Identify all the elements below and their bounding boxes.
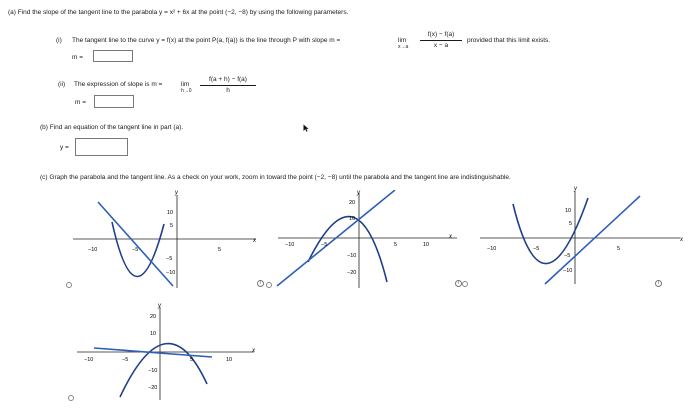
tick-label: −5	[132, 247, 139, 253]
tick-label: −20	[148, 385, 158, 391]
tick-label: 5	[170, 223, 174, 229]
part-i-lim: lim	[398, 37, 407, 44]
part-i-numerator: f(x) − f(a)	[427, 31, 455, 38]
graph-option-2-radio[interactable]	[266, 282, 272, 288]
tick-label: 5	[617, 246, 621, 252]
tick-label: −10	[563, 268, 573, 274]
tick-label: −5	[564, 253, 571, 259]
part-ii-text: The expression of slope is m =	[74, 81, 163, 88]
part-ii-answer-input[interactable]	[94, 95, 134, 108]
graph-option-3	[475, 186, 690, 286]
y-axis-label: y	[175, 190, 178, 196]
graph-option-4-radio[interactable]	[68, 395, 74, 401]
part-i-m-label: m =	[72, 54, 84, 61]
part-ii-denominator: h	[226, 87, 230, 94]
part-ii-fraction-bar	[200, 85, 256, 86]
part-b-answer-input[interactable]	[75, 138, 128, 156]
part-i-tail: provided that this limit exists.	[467, 37, 551, 44]
tick-label: −5	[122, 357, 129, 363]
info-icon[interactable]: i	[455, 280, 462, 287]
tick-label: −5	[533, 246, 540, 252]
tick-label: 20	[150, 314, 157, 320]
tick-label: 10	[423, 242, 430, 248]
part-i-answer-input[interactable]	[93, 50, 133, 62]
part-a-prompt: (a) Find the slope of the tangent line to the parabola y = x² + 6x at the point (−2, −8) by using the following parameters.	[8, 9, 349, 16]
graph-option-1-radio[interactable]	[66, 282, 72, 288]
tick-label: −10	[166, 270, 176, 276]
tick-label: −10	[487, 246, 497, 252]
part-b-y-label: y =	[60, 144, 69, 151]
part-ii-m-label: m =	[75, 99, 87, 106]
part-ii-lim-sub: h→0	[181, 88, 192, 94]
graph-option-2	[273, 190, 473, 290]
part-ii-numerator: f(a + h) − f(a)	[209, 76, 247, 83]
part-i-denominator: x − a	[433, 42, 449, 49]
part-i-fraction-bar	[420, 40, 462, 41]
mouse-cursor-icon	[303, 124, 309, 132]
y-axis-label: y	[357, 190, 360, 196]
info-icon[interactable]: i	[655, 280, 662, 287]
tick-label: 5	[190, 357, 194, 363]
tick-label: 20	[349, 200, 356, 206]
tick-label: 5	[569, 221, 573, 227]
tick-label: 10	[349, 216, 356, 222]
part-ii-lim: lim	[181, 81, 190, 88]
y-axis-label: y	[158, 303, 161, 309]
x-axis-label: x	[680, 237, 683, 243]
tangent-line	[545, 196, 640, 284]
tick-label: −10	[88, 247, 98, 253]
tick-label: −5	[321, 242, 328, 248]
tick-label: −5	[166, 256, 173, 262]
tick-label: 5	[218, 247, 222, 253]
y-axis-label: y	[574, 186, 577, 192]
tangent-line	[98, 202, 176, 286]
part-c-prompt: (c) Graph the parabola and the tangent line. As a check on your work, zoom in toward the point (−2, −8) until the parabola and the tangent line are indistinguishable.	[40, 174, 511, 181]
tick-label: 10	[565, 208, 572, 214]
part-i-lim-sub: x→a	[398, 44, 409, 50]
info-icon[interactable]: i	[257, 280, 264, 287]
tick-label: −10	[84, 357, 94, 363]
graph-option-1	[68, 190, 268, 290]
part-i-text: The tangent line to the curve y = f(x) at the point P(a, f(a)) is the line through P with slope m =	[72, 37, 341, 44]
tick-label: −20	[347, 270, 357, 276]
part-ii-label: (ii)	[58, 81, 66, 88]
graph-option-4	[72, 302, 272, 402]
tick-label: 10	[167, 210, 174, 216]
tick-label: −10	[285, 242, 295, 248]
graph-option-3-radio[interactable]	[462, 281, 468, 287]
tick-label: 10	[226, 357, 233, 363]
tick-label: 5	[394, 242, 398, 248]
part-i-label: (i)	[56, 37, 62, 44]
part-b-prompt: (b) Find an equation of the tangent line in part (a).	[40, 124, 184, 131]
tick-label: −10	[148, 368, 158, 374]
x-axis-label: x	[253, 238, 256, 244]
x-axis-label: x	[449, 234, 452, 240]
x-axis-label: x	[252, 348, 255, 354]
tick-label: −10	[347, 253, 357, 259]
tick-label: 10	[150, 331, 157, 337]
